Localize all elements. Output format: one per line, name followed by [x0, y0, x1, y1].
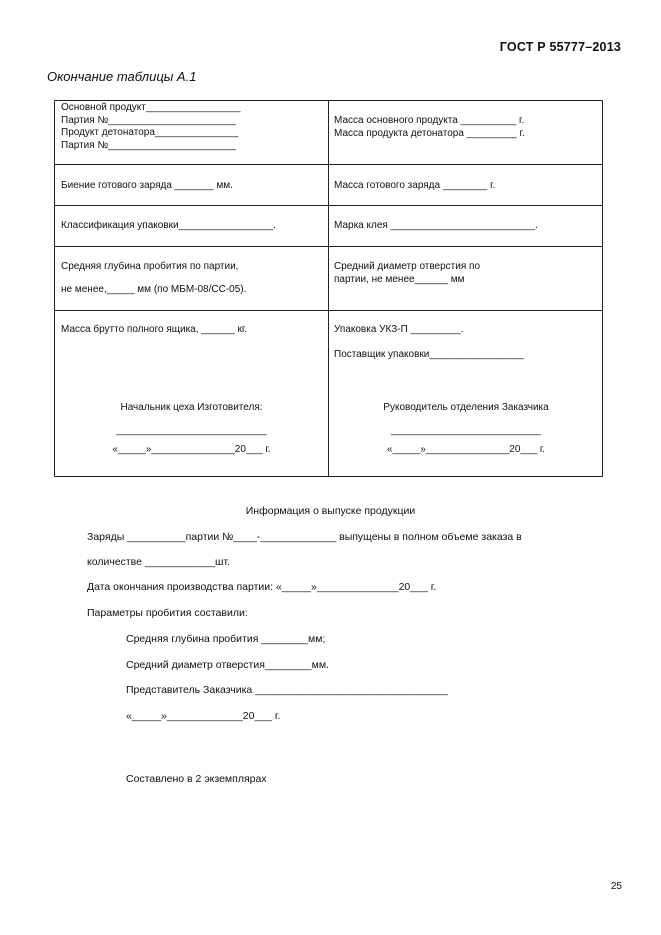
page-number: 25 — [610, 881, 622, 892]
customer-title: Руководитель отделения Заказчика — [383, 402, 549, 413]
packaging-type-field: Упаковка УКЗ-П _________. — [334, 324, 464, 335]
info-charges-line: Заряды __________партии №____-_____________ выпущены в полном объеме заказа в — [87, 531, 522, 543]
table-continuation-caption: Окончание таблицы А.1 — [47, 69, 197, 84]
signature-customer — [329, 402, 603, 455]
info-quantity-line: количестве ____________шт. — [87, 556, 230, 568]
signature-manufacturer — [54, 402, 329, 455]
charge-runout-field: Биение готового заряда _______ мм. — [61, 180, 233, 191]
manufacturer-signature-line: ___________________________ — [116, 425, 267, 436]
detonator-mass-field: Масса продукта детонатора _________ г. — [334, 127, 525, 139]
form-table — [54, 100, 603, 477]
info-customer-rep-line: Представитель Заказчика _________________________________ — [126, 684, 448, 696]
package-classification-field: Классификация упаковки_________________. — [61, 220, 276, 231]
info-date-line: «_____»_____________20___ г. — [126, 710, 281, 722]
glue-brand-field: Марка клея __________________________. — [334, 220, 538, 231]
info-depth-line: Средняя глубина пробития ________мм; — [126, 633, 326, 645]
penetration-depth-field: не менее,_____ мм (по МБМ-08/СС-05). — [61, 283, 247, 295]
cell-masses — [334, 115, 525, 140]
info-diameter-line: Средний диаметр отверстия________мм. — [126, 659, 329, 671]
customer-date: «_____»_______________20___ г. — [386, 444, 546, 455]
cell-penetration-depth — [61, 261, 246, 296]
info-copies-line: Составлено в 2 экземплярах — [126, 773, 267, 785]
batch-field-1: Партия №_______________________ — [61, 114, 237, 126]
cell-hole-diameter — [334, 261, 480, 286]
standard-header: ГОСТ Р 55777–2013 — [499, 40, 621, 54]
packaging-supplier-field: Поставщик упаковки_________________ — [334, 348, 524, 360]
main-product-field: Основной продукт_________________ — [61, 102, 241, 113]
batch-field-2: Партия №_______________________ — [61, 139, 237, 151]
penetration-depth-label: Средняя глубина пробития по партии, — [61, 261, 239, 272]
manufacturer-title: Начальник цеха Изготовителя: — [120, 402, 263, 413]
gross-box-mass-field: Масса брутто полного ящика, ______ кг. — [61, 324, 248, 335]
production-info-title: Информация о выпуске продукции — [245, 505, 416, 517]
cell-packaging — [334, 324, 524, 361]
charge-mass-field: Масса готового заряда ________ г. — [334, 180, 496, 191]
info-params-line: Параметры пробития составили: — [87, 607, 248, 619]
hole-diameter-field: партии, не менее______ мм — [334, 273, 465, 285]
main-product-mass-field: Масса основного продукта __________ г. — [334, 115, 525, 126]
customer-signature-line: ___________________________ — [390, 425, 542, 436]
cell-main-product — [61, 102, 240, 152]
info-end-date-line: Дата окончания производства партии: «_____»______________20___ г. — [87, 581, 437, 593]
hole-diameter-label: Средний диаметр отверстия по — [334, 261, 481, 272]
manufacturer-date: «_____»_______________20___ г. — [112, 444, 271, 455]
detonator-product-field: Продукт детонатора_______________ — [61, 127, 239, 138]
